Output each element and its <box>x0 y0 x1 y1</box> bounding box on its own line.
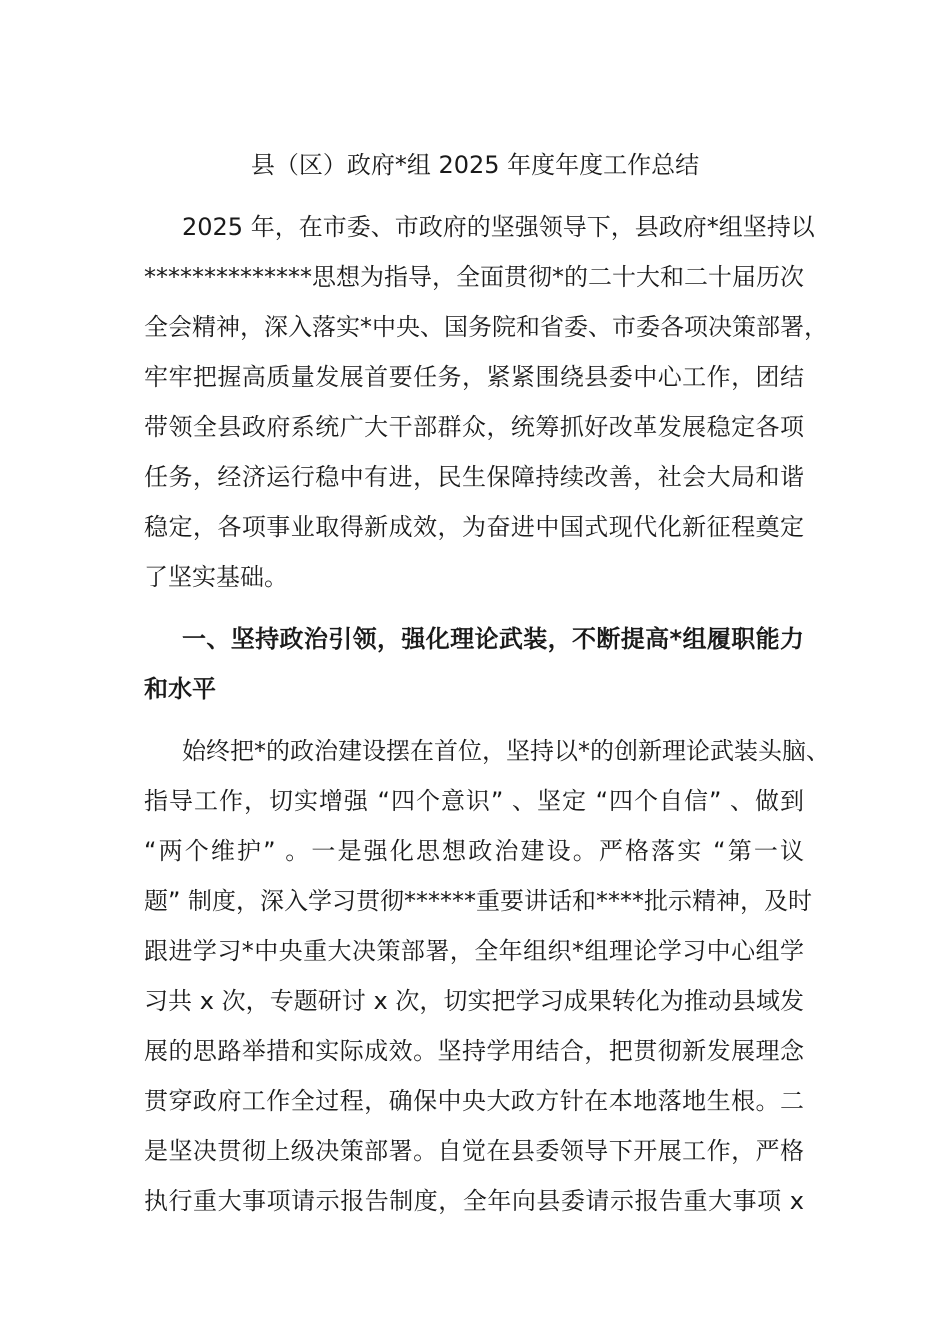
intro-paragraph <box>144 202 828 602</box>
intro-line: 全会精神，深入落实*中央、国务院和省委、市委各项决策部署， <box>144 313 828 341</box>
intro-line: **************思想为指导，全面贯彻*的二十大和二十届历次 <box>144 263 804 291</box>
body-line: 习共 x 次，专题研讨 x 次，切实把学习成果转化为推动县域发 <box>144 987 804 1015</box>
body-line: 始终把*的政治建设摆在首位，坚持以*的创新理论武装头脑、 <box>182 737 830 765</box>
section-1-body <box>144 726 830 1226</box>
body-line: 指导工作，切实增强 “四个意识” 、坚定 “四个自信” 、做到 <box>144 787 804 815</box>
body-line: 贯穿政府工作全过程，确保中央大政方针在本地落地生根。二 <box>144 1087 804 1115</box>
intro-line: 2025 年，在市委、市政府的坚强领导下，县政府*组坚持以 <box>182 213 815 241</box>
intro-line: 了坚实基础。 <box>144 563 288 591</box>
body-line: 跟进学习*中央重大决策部署，全年组织*组理论学习中心组学 <box>144 937 804 965</box>
heading-line: 一、坚持政治引领，强化理论武装，不断提高*组履职能力 <box>182 625 804 653</box>
document-title: 县（区）政府*组 2025 年度年度工作总结 <box>250 151 700 179</box>
heading-line: 和水平 <box>144 675 216 703</box>
body-line: 执行重大事项请示报告制度，全年向县委请示报告重大事项 x <box>144 1187 804 1215</box>
intro-line: 带领全县政府系统广大干部群众，统筹抓好改革发展稳定各项 <box>144 413 804 441</box>
body-line: “两个维护” 。一是强化思想政治建设。严格落实 “第一议 <box>144 837 804 865</box>
body-line: 是坚决贯彻上级决策部署。自觉在县委领导下开展工作，严格 <box>144 1137 804 1165</box>
body-line: 题” 制度，深入学习贯彻******重要讲话和****批示精神，及时 <box>144 887 813 915</box>
intro-line: 稳定，各项事业取得新成效，为奋进中国式现代化新征程奠定 <box>144 513 804 541</box>
body-line: 展的思路举措和实际成效。坚持学用结合，把贯彻新发展理念 <box>144 1037 804 1065</box>
intro-line: 牢牢把握高质量发展首要任务，紧紧围绕县委中心工作，团结 <box>144 363 804 391</box>
intro-line: 任务，经济运行稳中有进，民生保障持续改善，社会大局和谐 <box>144 463 804 491</box>
section-1-heading <box>144 614 804 714</box>
